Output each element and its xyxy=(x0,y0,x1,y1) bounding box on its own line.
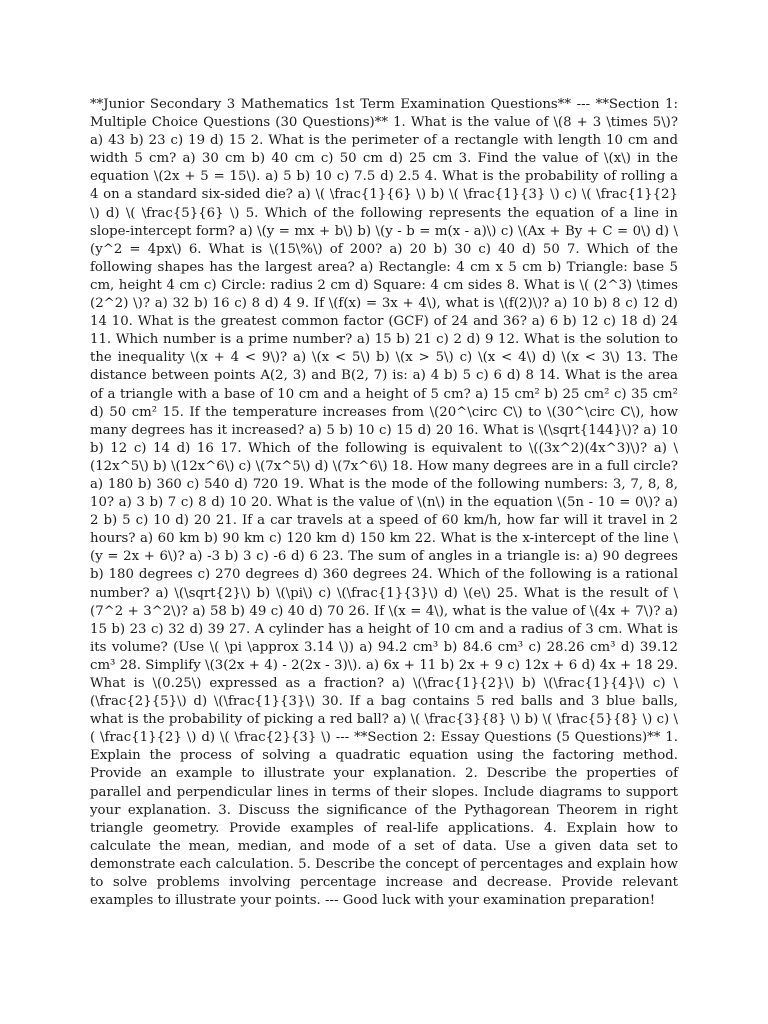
exam-questions-text: **Junior Secondary 3 Mathematics 1st Term Examination Questions** --- **Section 1: Multiple Choice Questions (30 Questions)** 1. What is the value of \(8 + 3 \times 5\)? a) 43 b) 23 c) 19 d) 15 2. What is the perimeter of a rectangle with length 10 cm and width 5 cm? a) 30 cm b) 40 cm c) 50 cm d) 25 cm 3. Find the value of \(x\) in the equation \(2x + 5 = 15\). a) 5 b) 10 c) 7.5 d) 2.5 4. What is the probability of rolling a 4 on a standard six-sided die? a) \( \frac{1}{6} \) b) \( \frac{1}{3} \) c) \( \frac{1}{2} \) d) \( \frac{5}{6} \) 5. Which of the following represents the equation of a line in slope-intercept form? a) \(y = mx + b\) b) \(y - b = m(x - a)\) c) \(Ax + By + C = 0\) d) \(y^2 = 4px\) 6. What is \(15\%\) of 200? a) 20 b) 30 c) 40 d) 50 7. Which of the following shapes has the largest area? a) Rectangle: 4 cm x 5 cm b) Triangle: base 5 cm, height 4 cm c) Circle: radius 2 cm d) Square: 4 cm sides 8. What is \( (2^3) \times (2^2) \)? a) 32 b) 16 c) 8 d) 4 9. If \(f(x) = 3x + 4\), what is \(f(2)\)? a) 10 b) 8 c) 12 d) 14 10. What is the greatest common factor (GCF) of 24 and 36? a) 6 b) 12 c) 18 d) 24 11. Which number is a prime number? a) 15 b) 21 c) 2 d) 9 12. What is the solution to the inequality \(x + 4 < 9\)? a) \(x < 5\) b) \(x > 5\) c) \(x < 4\) d) \(x < 3\) 13. The distance between points A(2, 3) and B(2, 7) is: a) 4 b) 5 c) 6 d) 8 14. What is the area of a triangle with a base of 10 cm and a height of 5 cm? a) 15 cm² b) 25 cm² c) 35 cm² d) 50 cm² 15. If the temperature increases from \(20^\circ C\) to \(30^\circ C\), how many degrees has it increased? a) 5 b) 10 c) 15 d) 20 16. What is \(\sqrt{144}\)? a) 10 b) 12 c) 14 d) 16 17. Which of the following is equivalent to \((3x^2)(4x^3)\)? a) \(12x^5\) b) \(12x^6\) c) \(7x^5\) d) \(7x^6\) 18. How many degrees are in a full circle? a) 180 b) 360 c) 540 d) 720 19. What is the mode of the following numbers: 3, 7, 8, 8, 10? a) 3 b) 7 c) 8 d) 10 20. What is the value of \(n\) in the equation \(5n - 10 = 0\)? a) 2 b) 5 c) 10 d) 20 21. If a car travels at a speed of 60 km/h, how far will it travel in 2 hours? a) 60 km b) 90 km c) 120 km d) 150 km 22. What is the x-intercept of the line \(y = 2x + 6\)? a) -3 b) 3 c) -6 d) 6 23. The sum of angles in a triangle is: a) 90 degrees b) 180 degrees c) 270 degrees d) 360 degrees 24. Which of the following is a rational number? a) \(\sqrt{2}\) b) \(\pi\) c) \(\frac{1}{3}\) d) \(e\) 25. What is the result of \(7^2 + 3^2\)? a) 58 b) 49 c) 40 d) 70 26. If \(x = 4\), what is the value of \(4x + 7\)? a) 15 b) 23 c) 32 d) 39 27. A cylinder has a height of 10 cm and a radius of 3 cm. What is its volume? (Use \( \pi \approx 3.14 \)) a) 94.2 cm³ b) 84.6 cm³ c) 28.26 cm³ d) 39.12 cm³ 28. Simplify \(3(2x + 4) - 2(2x - 3)\). a) 6x + 11 b) 2x + 9 c) 12x + 6 d) 4x + 18 29. What is \(0.25\) expressed as a fraction? a) \(\frac{1}{2}\) b) \(\frac{1}{4}\) c) \(\frac{2}{5}\) d) \(\frac{1}{3}\) 30. If a bag contains 5 red balls and 3 blue balls, what is the probability of picking a red ball? a) \( \frac{3}{8} \) b) \( \frac{5}{8} \) c) \( \frac{1}{2} \) d) \( \frac{2}{3} \) --- **Section 2: Essay Questions (5 Questions)** 1. Explain the process of solving a quadratic equation using the factoring method. Provide an example to illustrate your explanation. 2. Describe the properties of parallel and perpendicular lines in terms of their slopes. Include diagrams to support your explanation. 3. Discuss the significance of the Pythagorean Theorem in right triangle geometry. Provide examples of real-life applications. 4. Explain how to calculate the mean, median, and mode of a set of data. Use a given data set to demonstrate each calculation. 5. Describe the concept of percentages and explain how to solve problems involving percentage increase and decrease. Provide relevant examples to illustrate your points. --- Good luck with your examination preparation! xyxy=(90,97,678,909)
document-page xyxy=(90,96,678,910)
